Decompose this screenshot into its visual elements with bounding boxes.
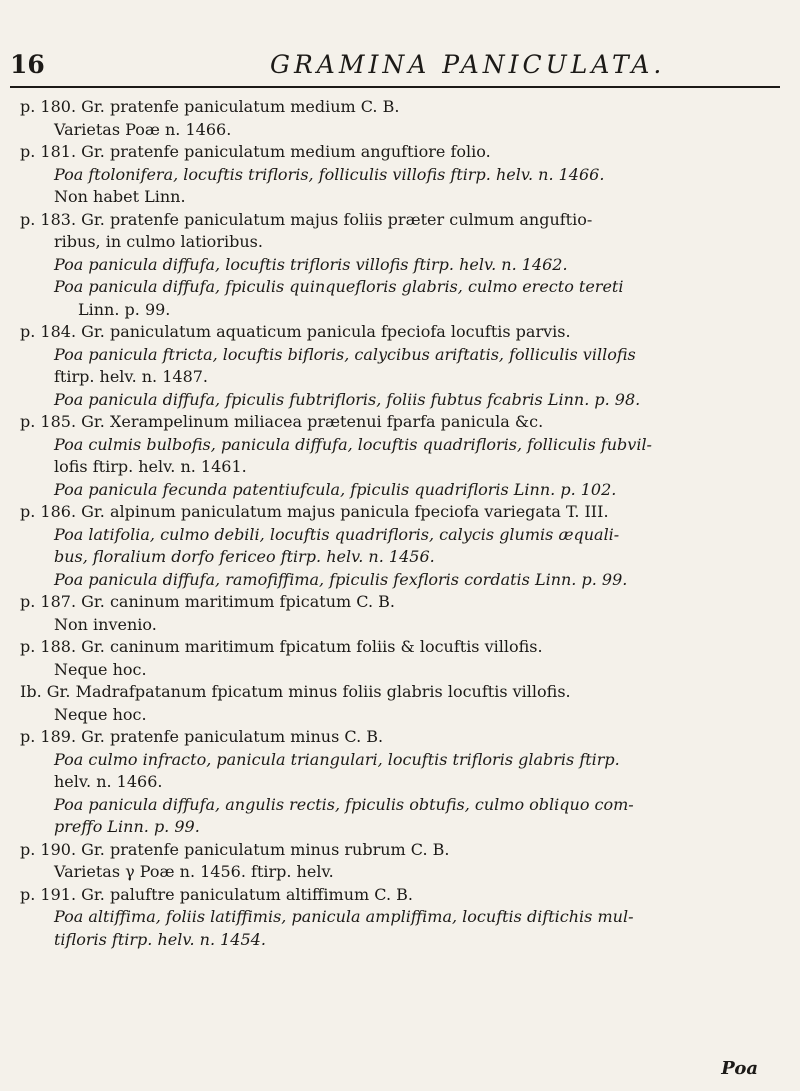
text-line: Varietas γ Poæ n. 1456. ftirp. helv. bbox=[54, 862, 334, 881]
text-line: Poa panicula fecunda patentiufcula, fpiculis quadrifloris Linn. p. 102. bbox=[54, 479, 617, 499]
text-line: helv. n. 1466. bbox=[54, 772, 163, 791]
text-line: p. 190. Gr. pratenfe paniculatum minus rubrum C. B. bbox=[20, 839, 450, 859]
text-line: Poa culmo infracto, panicula triangulari, locuftis trifloris glabris ftirp. bbox=[54, 749, 620, 769]
text-line: ribus, in culmo latioribus. bbox=[54, 232, 263, 251]
text-line: Poa panicula diffufa, fpiculis quinquefloris glabris, culmo erecto tereti bbox=[54, 277, 624, 296]
text-line: p. 183. Gr. pratenfe paniculatum majus foliis præter culmum anguftio- bbox=[20, 209, 593, 229]
text-line: p. 186. Gr. alpinum paniculatum majus panicula fpeciofa variegata T. III. bbox=[20, 502, 609, 521]
catchword: Poa bbox=[721, 1058, 758, 1079]
text-line: Non habet Linn. bbox=[54, 187, 186, 206]
text-line: p. 184. Gr. paniculatum aquaticum panicula fpeciofa locuftis parvis. bbox=[20, 322, 571, 341]
text-line: Poa panicula ftricta, locuftis bifloris, calycibus ariftatis, folliculis villofis bbox=[54, 344, 636, 364]
text-line: Linn. p. 99. bbox=[78, 299, 171, 319]
text-line: Non invenio. bbox=[54, 614, 157, 634]
text-line: Ib. Gr. Madrafpatanum fpicatum minus foliis glabris locuftis villofis. bbox=[20, 682, 571, 701]
text-line: preffo Linn. p. 99. bbox=[54, 817, 200, 836]
text-line: lofis ftirp. helv. n. 1461. bbox=[54, 457, 247, 476]
text-line: Poa panicula diffufa, fpiculis fubtrifloris, foliis fubtus fcabris Linn. p. 98. bbox=[54, 389, 641, 409]
text-line: p. 185. Gr. Xerampelinum miliacea prætenui fparfa panicula &c. bbox=[20, 412, 544, 431]
text-line: Poa panicula diffufa, ramofiffima, fpiculis fexfloris cordatis Linn. p. 99. bbox=[54, 569, 628, 589]
text-line: p. 191. Gr. paluftre paniculatum altiffimum C. B. bbox=[20, 884, 413, 904]
text-line: Poa ftolonifera, locuftis trifloris, folliculis villofis ftirp. helv. n. 1466. bbox=[54, 164, 605, 184]
text-line: Poa latifolia, culmo debili, locuftis quadrifloris, calycis glumis æquali- bbox=[54, 524, 620, 544]
text-line: Poa culmis bulbofis, panicula diffufa, locuftis quadrifloris, folliculis fubvil- bbox=[54, 434, 652, 454]
text-line: tifloris ftirp. helv. n. 1454. bbox=[54, 929, 266, 949]
text-line: bus, floralium dorfo fericeo ftirp. helv. n. 1456. bbox=[54, 547, 435, 566]
text-line: Neque hoc. bbox=[54, 704, 147, 724]
text-line: p. 187. Gr. caninum maritimum fpicatum C. B. bbox=[20, 592, 395, 611]
text-line: p. 188. Gr. caninum maritimum fpicatum foliis & locuftis villofis. bbox=[20, 637, 543, 656]
text-body bbox=[20, 96, 780, 951]
text-line: Poa altiffima, foliis latiffimis, panicula ampliffima, locuftis diftichis mul- bbox=[54, 907, 634, 926]
text-line: p. 180. Gr. pratenfe paniculatum medium C. B. bbox=[20, 97, 400, 116]
text-line: Neque hoc. bbox=[54, 659, 147, 679]
text-line: p. 189. Gr. pratenfe paniculatum minus C. B. bbox=[20, 727, 384, 746]
header-rule bbox=[10, 86, 780, 88]
running-title: GRAMINA PANICULATA. bbox=[270, 50, 666, 79]
page-number: 16 bbox=[10, 50, 45, 79]
text-line: p. 181. Gr. pratenfe paniculatum medium anguftiore folio. bbox=[20, 142, 491, 161]
text-line: Poa panicula diffufa, angulis rectis, fpiculis obtufis, culmo obliquo com- bbox=[54, 794, 634, 814]
page-header bbox=[10, 50, 780, 90]
text-line: Poa panicula diffufa, locuftis trifloris villofis ftirp. helv. n. 1462. bbox=[54, 254, 568, 274]
text-line: ftirp. helv. n. 1487. bbox=[54, 367, 209, 386]
text-line: Varietas Poæ n. 1466. bbox=[54, 119, 232, 139]
